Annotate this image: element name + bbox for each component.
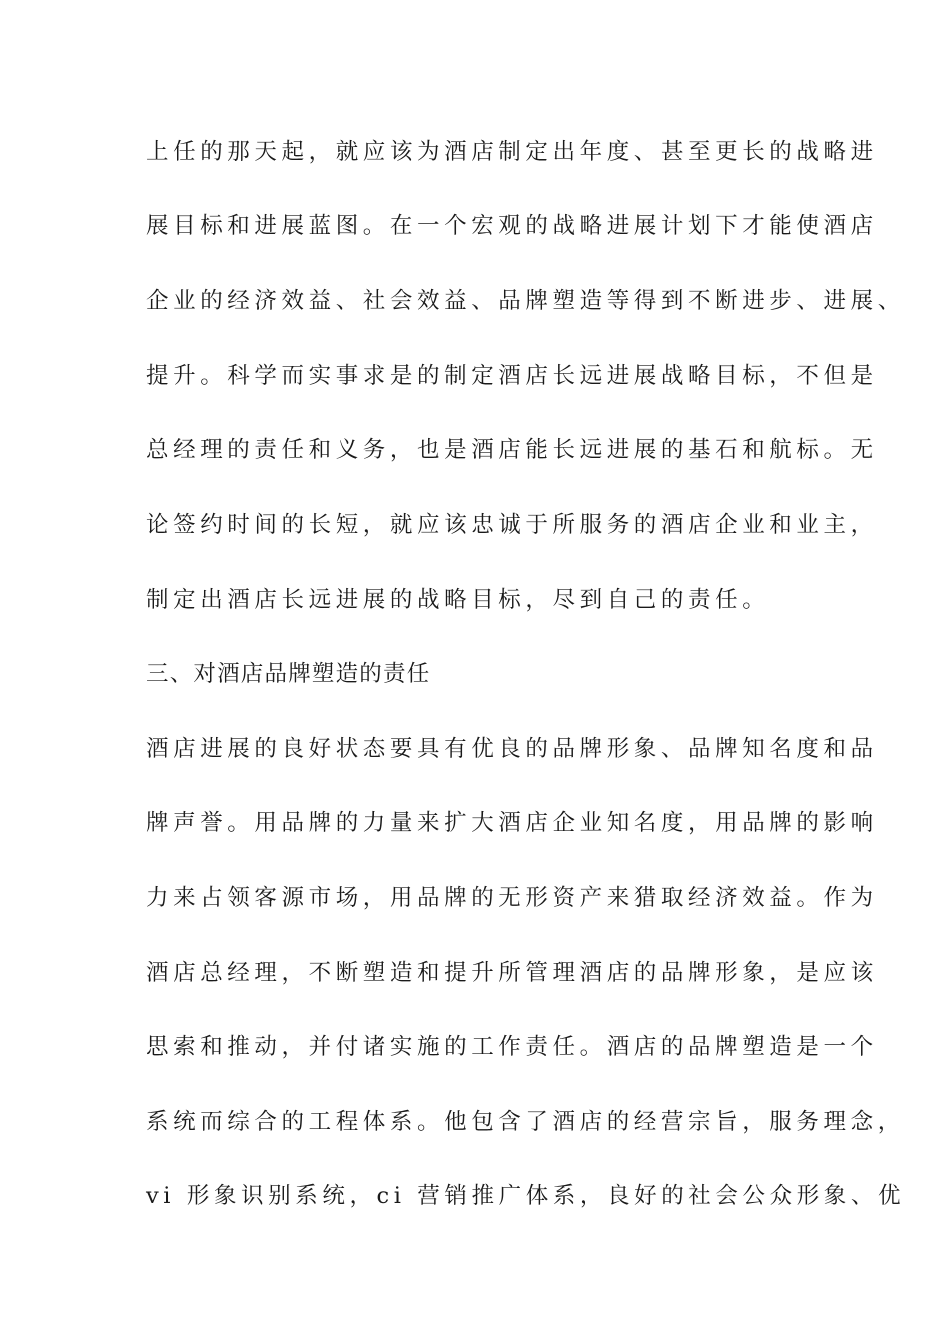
paragraph-line: 制定出酒店长远进展的战略目标，尽到自己的责任。 [146, 587, 770, 613]
paragraph-line: 论签约时间的长短，就应该忠诚于所服务的酒店企业和业主， [146, 512, 878, 538]
paragraph-line: 酒店进展的良好状态要具有优良的品牌形象、品牌知名度和品 [146, 736, 878, 762]
paragraph-line: 提升。科学而实事求是的制定酒店长远进展战略目标，不但是 [146, 363, 878, 389]
paragraph-line: 牌声誉。用品牌的力量来扩大酒店企业知名度，用品牌的影响 [146, 810, 878, 836]
paragraph-line: 酒店总经理，不断塑造和提升所管理酒店的品牌形象，是应该 [146, 960, 878, 986]
paragraph-line: 系统而综合的工程体系。他包含了酒店的经营宗旨，服务理念， [146, 1109, 905, 1135]
paragraph-line: vi 形象识别系统，ci 营销推广体系，良好的社会公众形象、优 [146, 1183, 906, 1209]
paragraph-line: 企业的经济效益、社会效益、品牌塑造等得到不断进步、进展、 [146, 288, 905, 314]
paragraph-line: 总经理的责任和义务，也是酒店能长远进展的基石和航标。无 [146, 437, 878, 463]
paragraph-line: 力来占领客源市场，用品牌的无形资产来猎取经济效益。作为 [146, 885, 878, 911]
section-heading: 三、对酒店品牌塑造的责任 [146, 661, 431, 687]
paragraph-line: 展目标和进展蓝图。在一个宏观的战略进展计划下才能使酒店 [146, 213, 878, 239]
paragraph-line: 思索和推动，并付诸实施的工作责任。酒店的品牌塑造是一个 [146, 1034, 878, 1060]
paragraph-line: 上任的那天起，就应该为酒店制定出年度、甚至更长的战略进 [146, 139, 878, 165]
